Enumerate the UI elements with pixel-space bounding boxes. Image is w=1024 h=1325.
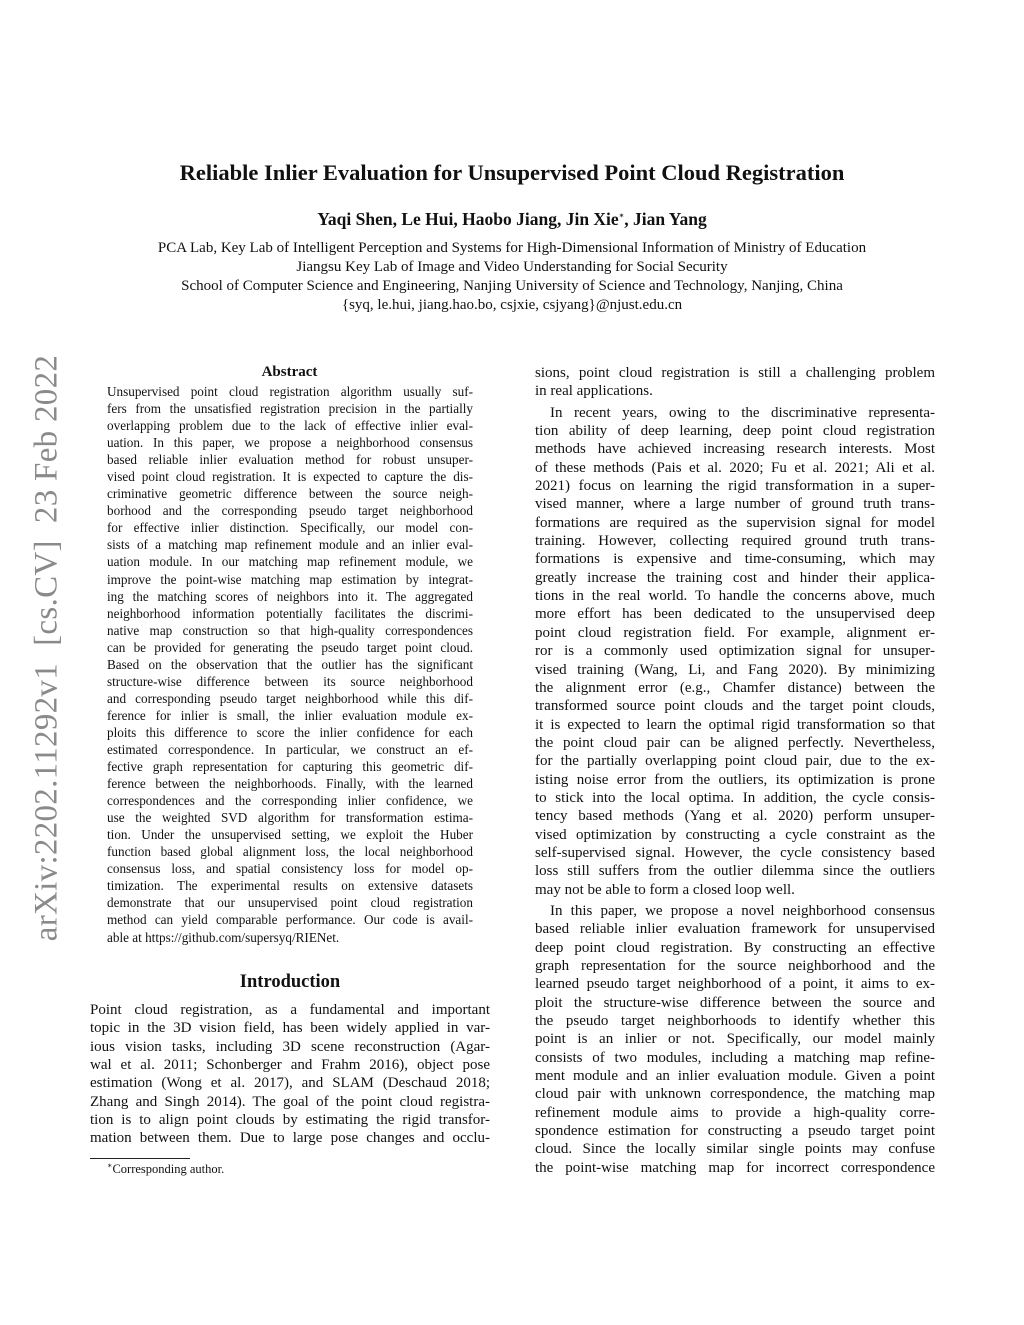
- text-line: sists of a matching map refinement module and an inlier eval-: [107, 537, 473, 553]
- text-line: uation module. In our matching map refinement module, we: [107, 554, 473, 570]
- text-line: topic in the 3D vision field, has been widely applied in var-: [90, 1020, 490, 1037]
- text-line: methods have achieved increasing research interests. Most: [535, 441, 935, 458]
- text-line: tion ability of deep learning, deep point cloud registration: [535, 423, 935, 440]
- text-line: overlapping problem due to the lack of effective inlier eval-: [107, 418, 473, 434]
- text-line: correspondences and the corresponding inlier confidence, we: [107, 793, 473, 809]
- authors-text: Yaqi Shen, Le Hui, Haobo Jiang, Jin Xie: [317, 209, 619, 229]
- text-line: can be provided for generating the pseudo target point cloud.: [107, 639, 473, 655]
- paragraph: [535, 902, 935, 1177]
- text-line: Based on the observation that the outlier has the significant: [107, 656, 473, 672]
- text-line: In this paper, we propose a novel neighborhood consensus: [550, 902, 935, 919]
- footnote-rule: [90, 1158, 190, 1159]
- text-line: estimated correspondence. In particular, we construct an ef-: [107, 741, 473, 757]
- authors-text-end: , Jian Yang: [624, 209, 707, 229]
- text-line: loss still suffers from the outlier dilemma since the outliers: [535, 863, 935, 880]
- text-line: more effort has been dedicated to the unsupervised deep: [535, 606, 935, 623]
- text-line: estimation (Wong et al. 2017), and SLAM (Deschaud 2018;: [90, 1075, 490, 1092]
- text-line: ploits this difference to score the inlier confidence for each: [107, 724, 473, 740]
- text-line: to stick into the local optima. In addition, the cycle consis-: [535, 789, 935, 806]
- text-line: consists of two modules, including a matching map refine-: [535, 1049, 935, 1066]
- text-line: uation. In this paper, we propose a neighborhood consensus: [107, 435, 473, 451]
- introduction-heading: Introduction: [239, 972, 341, 992]
- text-line: Zhang and Singh 2014). The goal of the point cloud registra-: [90, 1093, 490, 1110]
- text-line: ing the matching scores of neighbors into it. The aggregated: [107, 588, 473, 604]
- text-line: graph representation for the source neighborhood and the: [535, 958, 935, 974]
- text-line: point cloud registration field. For example, alignment er-: [535, 624, 935, 641]
- text-line: spondence estimation for constructing a pseudo target point: [535, 1123, 935, 1140]
- text-line: formations are required as the supervision signal for model: [535, 514, 935, 531]
- text-line: 2021) focus on learning the rigid transformation in a super-: [535, 478, 935, 495]
- paper-title: Reliable Inlier Evaluation for Unsupervised Point Cloud Registration: [179, 160, 845, 185]
- affiliation-line: School of Computer Science and Engineering, Nanjing University of Science and Technology, Nanjing, China: [181, 278, 843, 294]
- affiliations: [0, 239, 1024, 315]
- text-line: sions, point cloud registration is still a challenging problem: [535, 365, 935, 381]
- text-line: the point-wise matching map for incorrect correspondence: [535, 1159, 935, 1176]
- text-line: based reliable inlier evaluation method for robust unsuper-: [107, 452, 473, 468]
- affiliation-line: Jiangsu Key Lab of Image and Video Understanding for Social Security: [296, 259, 728, 275]
- abstract-body: [107, 383, 473, 946]
- footnote-mark: ∗: [107, 1161, 113, 1170]
- text-line: function based global alignment loss, the local neighborhood: [107, 844, 473, 860]
- text-line: improve the point-wise matching map estimation by integrat-: [107, 571, 473, 587]
- text-line: vised training (Wang, Li, and Fang 2020). By minimizing: [535, 661, 935, 678]
- text-line: fective graph representation for capturing this geometric dif-: [107, 759, 473, 775]
- text-line: ror is a commonly used optimization signal for unsuper-: [535, 643, 935, 660]
- text-line: greatly increase the training cost and hinder their applica-: [535, 569, 935, 586]
- text-line: structure-wise difference between its source neighborhood: [107, 673, 473, 689]
- text-line: criminative geometric difference between the source neigh-: [107, 486, 473, 502]
- text-line: the alignment error (e.g., Chamfer distance) between the: [535, 679, 935, 696]
- corresponding-mark: ∗: [618, 211, 625, 221]
- text-line: and corresponding pseudo target neighborhood while this dif-: [107, 690, 473, 706]
- text-line: able at https://github.com/supersyq/RIENet.: [107, 929, 340, 945]
- text-line: demonstrate that our unsupervised point cloud registration: [107, 895, 473, 911]
- text-line: of these methods (Pais et al. 2020; Fu et al. 2021; Ali et al.: [535, 459, 935, 476]
- text-line: it is expected to learn the optimal rigid transformation so that: [535, 716, 935, 733]
- text-line: ploit the structure-wise difference between the source and: [535, 994, 935, 1011]
- text-line: tion is to align point clouds by estimating the rigid transfor-: [90, 1112, 490, 1129]
- text-line: may not be able to form a closed loop well.: [535, 881, 795, 898]
- text-line: cloud. Since the locally similar single points may confuse: [535, 1141, 935, 1158]
- text-line: fers from the unsatisfied registration precision in the partially: [107, 401, 473, 417]
- text-line: self-supervised signal. However, the cycle consistency based: [535, 844, 935, 861]
- text-line: method can yield comparable performance. Our code is avail-: [107, 912, 473, 928]
- text-line: training. However, collecting required ground truth trans-: [535, 533, 935, 550]
- text-line: ference for inlier is small, the inlier evaluation module ex-: [107, 707, 473, 723]
- text-line: formations is expensive and time-consuming, which may: [535, 551, 935, 568]
- text-line: borhood and the corresponding pseudo target neighborhood: [107, 503, 473, 519]
- text-line: Unsupervised point cloud registration algorithm usually suf-: [107, 384, 473, 399]
- text-line: Point cloud registration, as a fundamental and important: [90, 1002, 490, 1018]
- author-list: [0, 209, 1024, 230]
- text-line: learned pseudo target neighborhood of a point, it aims to ex-: [535, 976, 935, 993]
- text-line: native map construction so that high-quality correspondences: [107, 622, 473, 638]
- text-line: based reliable inlier evaluation framework for unsupervised: [535, 921, 935, 938]
- text-line: point is an inlier or not. Specifically, our model mainly: [535, 1031, 935, 1048]
- text-line: mation between them. Due to large pose changes and occlu-: [90, 1130, 490, 1147]
- author-emails: {syq, le.hui, jiang.hao.bo, csjxie, csjyang}@njust.edu.cn: [341, 297, 683, 313]
- paragraph: [535, 404, 935, 899]
- text-line: cloud pair with unknown correspondence, the matching map: [535, 1086, 935, 1103]
- text-line: vised optimization by constructing a cycle constraint as the: [535, 826, 935, 843]
- affiliation-line: PCA Lab, Key Lab of Intelligent Perception and Systems for High-Dimensional Information of Ministry of Education: [157, 240, 867, 256]
- text-line: wal et al. 2011; Schonberger and Frahm 2016), object pose: [90, 1057, 490, 1074]
- right-column-body: [535, 364, 935, 1177]
- text-line: in real applications.: [535, 383, 653, 400]
- text-line: isting noise error from the outliers, its optimization is prone: [535, 771, 935, 788]
- text-line: vised manner, where a large number of ground truth trans-: [535, 496, 935, 513]
- footnote-text: Corresponding author.: [112, 1162, 225, 1177]
- text-line: use the weighted SVD algorithm for transformation estima-: [107, 810, 473, 826]
- text-line: tions in the real world. To handle the concerns above, much: [535, 588, 935, 605]
- text-line: for effective inlier distinction. Specifically, our model con-: [107, 520, 473, 536]
- text-line: vised point cloud registration. It is expected to capture the dis-: [107, 469, 473, 485]
- text-line: for the partially overlapping point cloud pair, due to the ex-: [535, 753, 935, 770]
- text-line: transformed source point clouds and the target point clouds,: [535, 698, 935, 715]
- abstract-heading: Abstract: [261, 364, 318, 380]
- footnote: [107, 1161, 224, 1177]
- text-line: tion. Under the unsupervised setting, we exploit the Huber: [107, 827, 473, 843]
- text-line: timization. The experimental results on extensive datasets: [107, 878, 473, 894]
- text-line: deep point cloud registration. By constructing an effective: [535, 939, 935, 956]
- arxiv-stamp: arXiv:2202.11292v1 [cs.CV] 23 Feb 2022: [28, 354, 65, 942]
- text-line: ment module and an inlier evaluation module. Given a point: [535, 1068, 935, 1085]
- text-line: refinement module aims to provide a high-quality corre-: [535, 1104, 935, 1121]
- text-line: ference between the neighborhoods. Finally, with the learned: [107, 776, 473, 792]
- text-line: neighborhood information potentially facilitates the discrimi-: [107, 605, 473, 621]
- text-line: In recent years, owing to the discriminative representa-: [550, 404, 935, 421]
- text-line: the pseudo target neighborhoods to identify whether this: [535, 1013, 935, 1030]
- text-line: consensus loss, and spatial consistency loss for model op-: [107, 861, 473, 877]
- paragraph: [107, 383, 473, 946]
- paragraph: [90, 1001, 490, 1148]
- paragraph: [535, 364, 935, 401]
- introduction-body: [90, 1001, 490, 1148]
- text-line: the point cloud pair can be aligned perfectly. Nevertheless,: [535, 734, 935, 751]
- text-line: ious vision tasks, including 3D scene reconstruction (Agar-: [90, 1038, 490, 1055]
- text-line: tency based methods (Yang et al. 2020) perform unsuper-: [535, 808, 935, 825]
